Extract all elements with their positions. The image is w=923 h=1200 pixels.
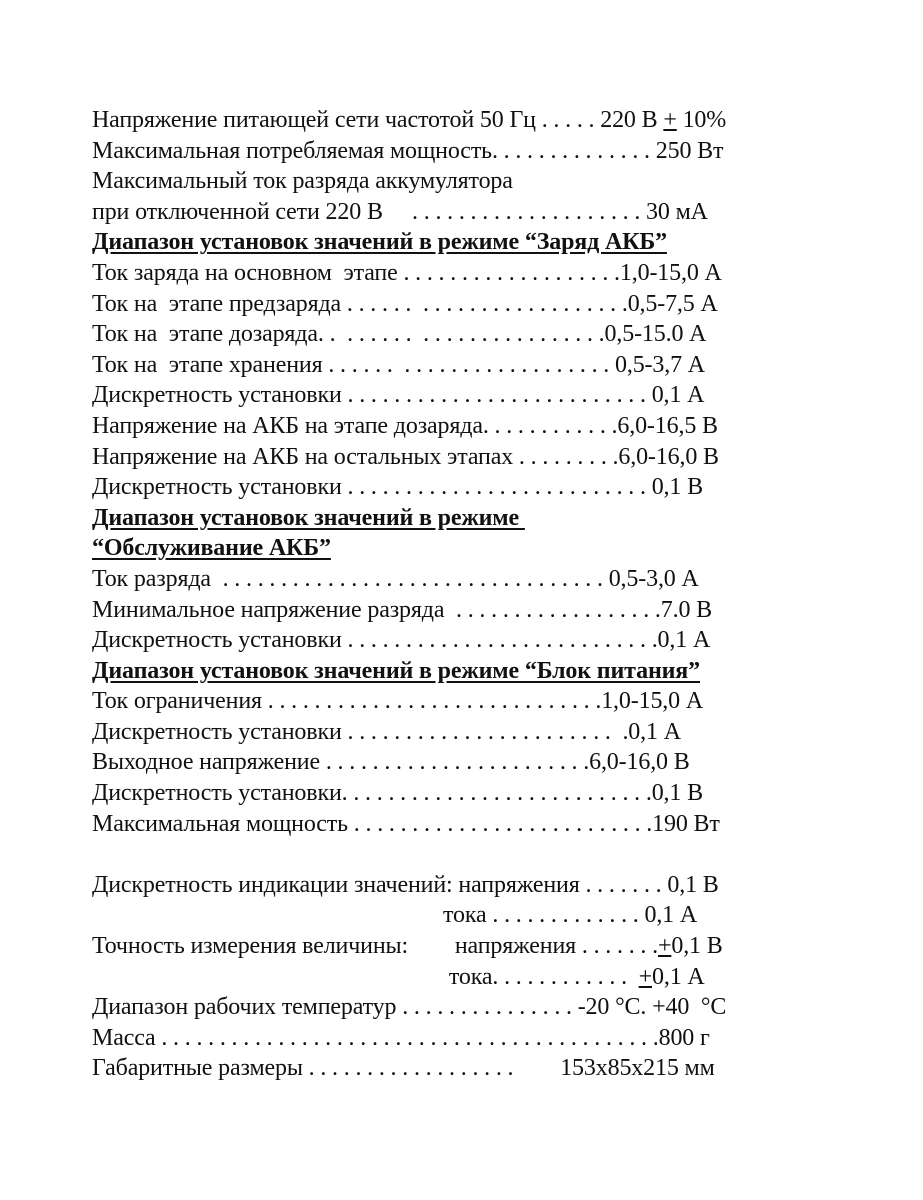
spec-line: Ток разряда . . . . . . . . . . . . . . . . . . . . . . . . . . . . . . . . . 0,5-3,0 А: [92, 565, 699, 592]
blank-line: [92, 839, 842, 870]
spec-line: Габаритные размеры . . . . . . . . . . . . . . . . . . 153х85х215 мм: [92, 1055, 715, 1082]
spec-line: при отключенной сети 220 В . . . . . . . . . . . . . . . . . . . . 30 мА: [92, 198, 708, 225]
spec-line: Напряжение на АКБ на этапе дозаряда. . . . . . . . . . . .6,0-16,5 В: [92, 412, 718, 439]
spec-line: Дискретность установки . . . . . . . . . . . . . . . . . . . . . . . . . . .0,1 А: [92, 627, 711, 654]
spec-line: Ток на этапе хранения . . . . . . . . . . . . . . . . . . . . . . . . 0,5-3,7 А: [92, 351, 705, 378]
spec-line: Масса . . . . . . . . . . . . . . . . . . . . . . . . . . . . . . . . . . . . . . . . . . .800 г: [92, 1024, 710, 1051]
spec-line: тока . . . . . . . . . . . . . 0,1 А: [92, 902, 698, 929]
section-heading: “Обслуживание АКБ”: [92, 535, 331, 562]
section-heading: Диапазон установок значений в режиме “Блок питания”: [92, 657, 700, 684]
spec-line: Диапазон рабочих температур . . . . . . . . . . . . . . . -20 °С. +40 °С: [92, 994, 727, 1021]
spec-line: Дискретность индикации значений: напряжения . . . . . . . 0,1 В: [92, 871, 719, 898]
spec-line: Максимальный ток разряда аккумулятора: [92, 168, 513, 195]
spec-line: Дискретность установки . . . . . . . . . . . . . . . . . . . . . . . . . . 0,1 А: [92, 382, 705, 409]
spec-line: Ток на этапе предзаряда . . . . . . . . . . . . . . . . . . . . . . . .0,5-7,5 А: [92, 290, 718, 317]
spec-line: Максимальная потребляемая мощность. . . . . . . . . . . . . . 250 Вт: [92, 137, 724, 164]
spec-line: Дискретность установки . . . . . . . . . . . . . . . . . . . . . . . .0,1 А: [92, 718, 681, 745]
spec-line: Ток заряда на основном этапе . . . . . . . . . . . . . . . . . . .1,0-15,0 А: [92, 259, 722, 286]
spec-line: Точность измерения величины: напряжения . . . . . . .+0,1 В: [92, 933, 723, 960]
spec-line: Максимальная мощность . . . . . . . . . . . . . . . . . . . . . . . . . .190 Вт: [92, 810, 720, 837]
spec-line: Минимальное напряжение разряда . . . . . . . . . . . . . . . . . .7.0 В: [92, 596, 713, 623]
section-heading: Диапазон установок значений в режиме: [92, 504, 525, 531]
spec-line: Напряжение на АКБ на остальных этапах . . . . . . . . .6,0-16,0 В: [92, 443, 719, 470]
spec-line: Выходное напряжение . . . . . . . . . . . . . . . . . . . . . . .6,0-16,0 В: [92, 749, 690, 776]
specification-page: [92, 105, 842, 1084]
spec-line: Напряжение питающей сети частотой 50 Гц . . . . . 220 В + 10%: [92, 107, 727, 133]
spec-line: Ток ограничения . . . . . . . . . . . . . . . . . . . . . . . . . . . . .1,0-15,0 А: [92, 688, 704, 715]
spec-line: Дискретность установки . . . . . . . . . . . . . . . . . . . . . . . . . . 0,1 В: [92, 474, 703, 501]
section-heading: Диапазон установок значений в режиме “Заряд АКБ”: [92, 229, 667, 256]
spec-line: Ток на этапе дозаряда. . . . . . . . . . . . . . . . . . . . . . . .0,5-15.0 А: [92, 321, 707, 348]
spec-line: Дискретность установки. . . . . . . . . . . . . . . . . . . . . . . . . . .0,1 В: [92, 780, 703, 807]
spec-line: тока. . . . . . . . . . . . +0,1 А: [92, 963, 705, 990]
